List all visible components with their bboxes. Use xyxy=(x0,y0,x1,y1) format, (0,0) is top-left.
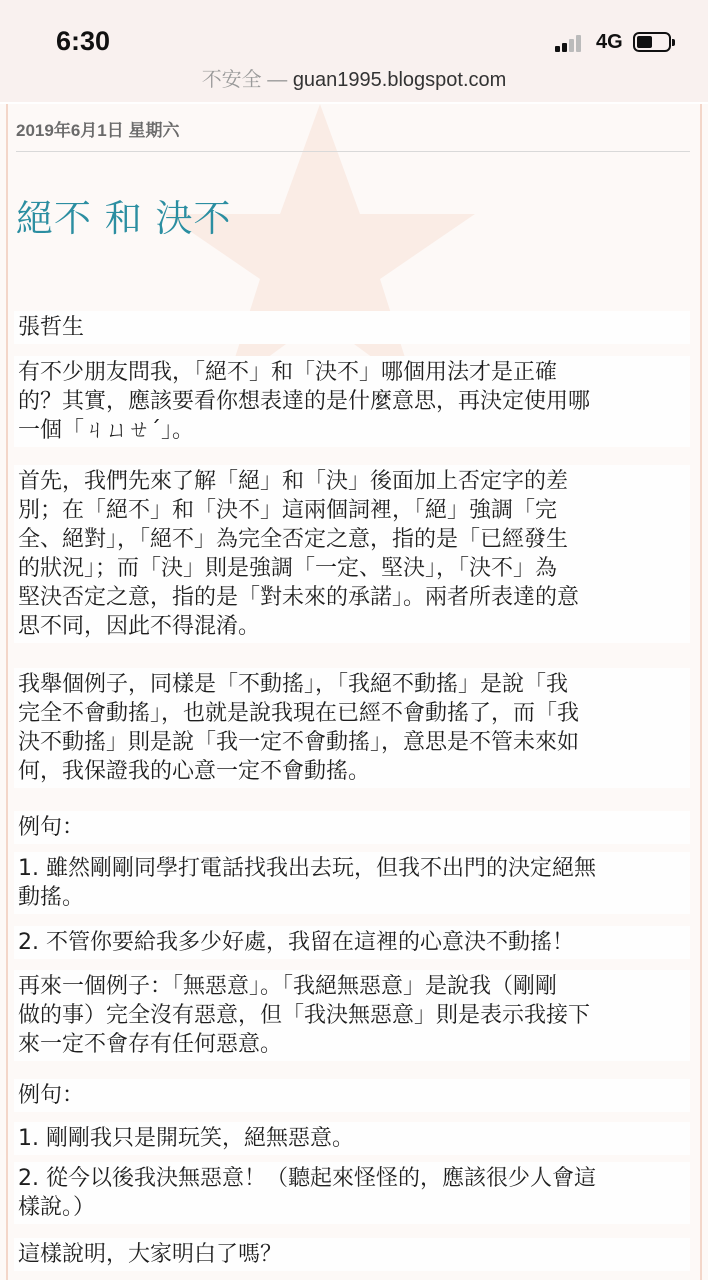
battery-icon xyxy=(633,32,671,52)
text-line: 的狀況」；而「決」則是強調「一定、堅決」，「決不」為 xyxy=(18,556,558,581)
author-name: 張哲生 xyxy=(18,315,85,340)
text-line: 全、絕對」，「絕不」為完全否定之意，指的是「已經發生 xyxy=(18,527,569,552)
cellular-signal-icon xyxy=(555,34,589,52)
address-bar[interactable] xyxy=(0,62,708,102)
page-border-right xyxy=(700,104,702,1280)
date-divider xyxy=(16,151,690,152)
text-line: 1. 雖然剛剛同學打電話找我出去玩，但我不出門的決定絕無 xyxy=(18,856,596,881)
text-line: 首先，我們先來了解「絕」和「決」後面加上否定字的差 xyxy=(18,469,569,494)
text-line: 2. 從今以後我決無惡意！（聽起來怪怪的，應該很少人會這 xyxy=(18,1166,596,1191)
network-type: 4G xyxy=(596,31,623,53)
post-date: 2019年6月1日 星期六 xyxy=(16,121,180,140)
text-line: 思不同，因此不得混淆。 xyxy=(18,614,261,639)
text-line: 別；在「絕不」和「決不」這兩個詞裡，「絕」強調「完 xyxy=(18,498,558,523)
text-line: 動搖。 xyxy=(18,885,85,910)
blog-page xyxy=(0,104,708,1280)
text-line: 一個「ㄐㄩㄝˊ」。 xyxy=(18,418,195,443)
example-sentence-3 xyxy=(14,1122,690,1155)
closing-line xyxy=(14,1238,690,1271)
example-heading-1 xyxy=(14,811,690,844)
text-line: 有不少朋友問我，「絕不」和「決不」哪個用法才是正確 xyxy=(18,360,558,385)
example-sentence-4 xyxy=(14,1162,690,1224)
url-domain: guan1995.blogspot.com xyxy=(292,69,507,91)
text-line: 的？其實，應該要看你想表達的是什麼意思，再決定使用哪 xyxy=(18,389,591,414)
text-line: 來一定不會存有任何惡意。 xyxy=(18,1032,283,1057)
text-line: 1. 剛剛我只是開玩笑，絕無惡意。 xyxy=(18,1126,354,1151)
example-sentence-2 xyxy=(14,926,690,959)
text-line: 堅決否定之意，指的是「對未來的承諾」。兩者所表達的意 xyxy=(18,585,580,610)
text-line: 我舉個例子，同樣是「不動搖」，「我絕不動搖」是說「我 xyxy=(18,672,569,697)
post-author xyxy=(14,311,690,344)
text-line: 這樣說明，大家明白了嗎？ xyxy=(18,1242,283,1267)
text-line: 何，我保證我的心意一定不會動搖。 xyxy=(18,759,371,784)
text-line: 做的事）完全沒有惡意，但「我決無惡意」則是表示我接下 xyxy=(18,1003,591,1028)
header-background-image xyxy=(160,104,480,394)
paragraph-1 xyxy=(14,356,690,447)
example-heading-2 xyxy=(14,1079,690,1112)
post-title[interactable]: 絕不 和 決不 xyxy=(16,197,232,240)
text-line: 樣說。） xyxy=(18,1195,96,1220)
paragraph-2 xyxy=(14,465,690,643)
text-line: 例句： xyxy=(18,815,85,840)
text-line: 完全不會動搖」，也就是說我現在已經不會動搖了，而「我 xyxy=(18,701,580,726)
security-warning: 不安全 xyxy=(201,69,262,91)
paragraph-4 xyxy=(14,970,690,1061)
status-bar xyxy=(0,0,708,70)
text-line: 決不動搖」則是說「我一定不會動搖」，意思是不管未來如 xyxy=(18,730,580,755)
example-sentence-1 xyxy=(14,852,690,914)
url-separator: — xyxy=(267,69,288,91)
text-line: 再來一個例子：「無惡意」。「我絕無惡意」是說我（剛剛 xyxy=(18,974,558,999)
status-time: 6:30 xyxy=(56,26,111,56)
text-line: 例句： xyxy=(18,1083,85,1108)
paragraph-3 xyxy=(14,668,690,788)
text-line: 2. 不管你要給我多少好處，我留在這裡的心意決不動搖！ xyxy=(18,930,574,955)
page-border-left xyxy=(6,104,8,1280)
